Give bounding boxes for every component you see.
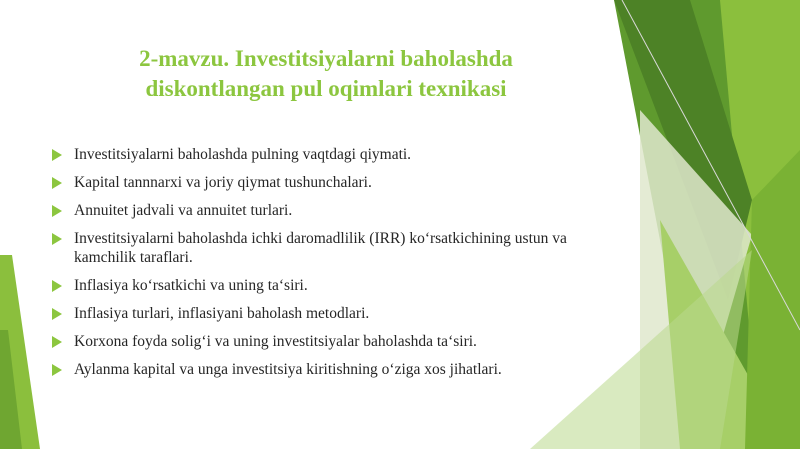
bullet-item	[50, 201, 610, 220]
triangle-arrow-icon	[52, 149, 62, 161]
bullet-text: Kapital tannnarxi va joriy qiymat tushunchalari.	[74, 174, 372, 191]
bullet-item	[50, 229, 610, 267]
bullet-text: Investitsiyalarni baholashda ichki daromadlilik (IRR) ko‘rsatkichining ustun va kamchilik taraflari.	[74, 230, 567, 266]
triangle-arrow-icon	[52, 233, 62, 245]
triangle-arrow-icon	[52, 280, 62, 292]
slide-title: 2-mavzu. Investitsiyalarni baholashda diskontlangan pul oqimlari texnikasi	[139, 46, 513, 101]
bullet-item	[50, 360, 610, 379]
triangle-arrow-icon	[52, 308, 62, 320]
bullet-text: Aylanma kapital va unga investitsiya kiritishning o‘ziga xos jihatlari.	[74, 361, 502, 378]
bullet-text: Inflasiya turlari, inflasiyani baholash metodlari.	[74, 305, 370, 322]
bullet-text: Annuitet jadvali va annuitet turlari.	[74, 202, 293, 219]
triangle-arrow-icon	[52, 205, 62, 217]
triangle-arrow-icon	[52, 177, 62, 189]
bullet-text: Korxona foyda solig‘i va uning investitsiyalar baholashda ta‘siri.	[74, 333, 477, 350]
bullet-item	[50, 332, 610, 351]
bullet-item	[50, 173, 610, 192]
triangle-arrow-icon	[52, 336, 62, 348]
triangle-arrow-icon	[52, 364, 62, 376]
bullet-list	[50, 145, 610, 388]
bullet-text: Investitsiyalarni baholashda pulning vaqtdagi qiymati.	[74, 146, 412, 163]
bullet-text: Inflasiya ko‘rsatkichi va uning ta‘siri.	[74, 277, 308, 294]
bullet-item	[50, 145, 610, 164]
bullet-item	[50, 304, 610, 323]
bullet-item	[50, 276, 610, 295]
